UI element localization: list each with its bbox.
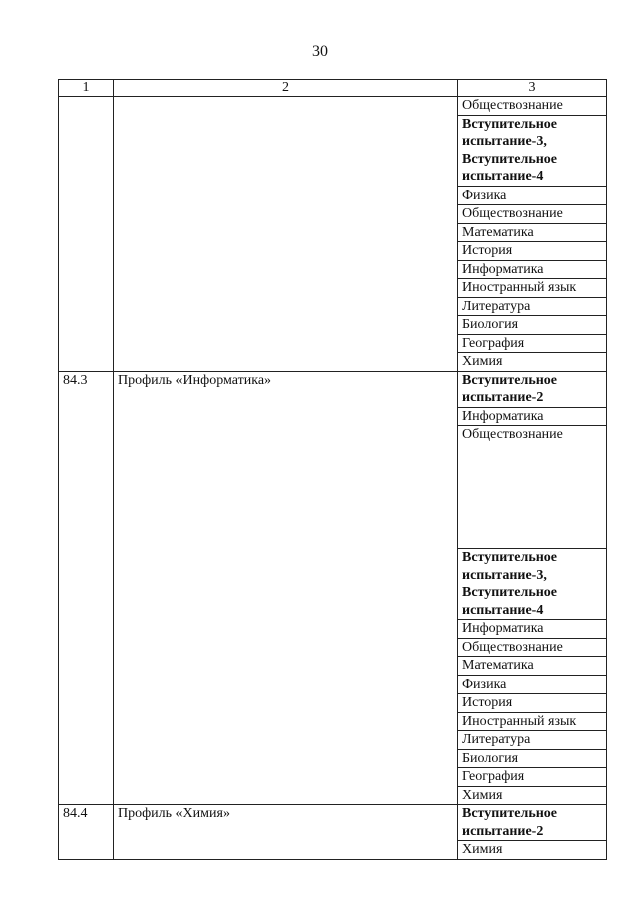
subject-cell: Обществознание: [458, 426, 607, 549]
subject-cell: Информатика: [458, 260, 607, 279]
section-84-4-row: [59, 805, 607, 841]
subject-cell: Вступительное испытание-2: [458, 805, 607, 841]
continuation-number: [59, 97, 114, 372]
subjects-table: [58, 79, 607, 860]
table-body: [59, 80, 607, 860]
subject-cell: История: [458, 242, 607, 261]
subject-cell: Иностранный язык: [458, 279, 607, 298]
subject-cell: География: [458, 334, 607, 353]
subject-cell: Биология: [458, 316, 607, 335]
header-row: [59, 80, 607, 97]
subject-cell: Информатика: [458, 620, 607, 639]
section-84-3-profile: Профиль «Информатика»: [114, 371, 458, 805]
column-header-3: 3: [458, 80, 607, 97]
subject-cell: История: [458, 694, 607, 713]
subject-cell: Вступительное испытание-3, Вступительное испытание-4: [458, 115, 607, 186]
subject-cell: Математика: [458, 657, 607, 676]
subject-cell: Математика: [458, 223, 607, 242]
continuation-profile: [114, 97, 458, 372]
subject-cell: Обществознание: [458, 638, 607, 657]
subject-cell: Физика: [458, 675, 607, 694]
section-84-4-number: 84.4: [59, 805, 114, 860]
subject-cell: Обществознание: [458, 97, 607, 116]
subject-cell: География: [458, 768, 607, 787]
subject-cell: Химия: [458, 841, 607, 860]
continuation-row: [59, 97, 607, 116]
subject-cell: Химия: [458, 786, 607, 805]
subject-cell: Вступительное испытание-3, Вступительное испытание-4: [458, 549, 607, 620]
column-header-2: 2: [114, 80, 458, 97]
subject-cell: Информатика: [458, 407, 607, 426]
subject-cell: Биология: [458, 749, 607, 768]
subject-cell: Химия: [458, 353, 607, 372]
section-84-4-profile: Профиль «Химия»: [114, 805, 458, 860]
subject-cell: Обществознание: [458, 205, 607, 224]
section-84-3-row: [59, 371, 607, 407]
column-header-1: 1: [59, 80, 114, 97]
subject-cell: Литература: [458, 731, 607, 750]
section-84-3-number: 84.3: [59, 371, 114, 805]
subject-cell: Литература: [458, 297, 607, 316]
subject-cell: Вступительное испытание-2: [458, 371, 607, 407]
subject-cell: Иностранный язык: [458, 712, 607, 731]
subject-cell: Физика: [458, 186, 607, 205]
page-number: 30: [312, 43, 328, 60]
